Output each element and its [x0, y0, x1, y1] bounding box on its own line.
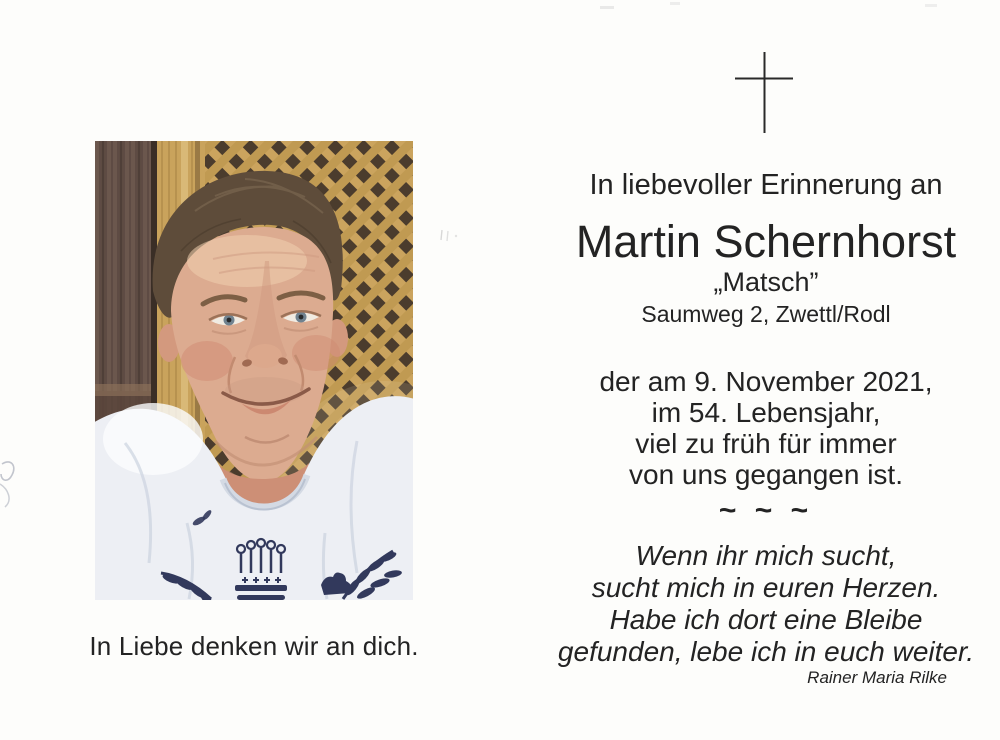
memorial-text-column	[550, 0, 982, 740]
poem-line: gefunden, lebe ich in euch weiter.	[557, 636, 975, 667]
obituary-line: von uns gegangen ist.	[629, 459, 903, 490]
obituary-line: im 54. Lebensjahr,	[651, 397, 881, 428]
scan-artifact-pen-mark	[0, 448, 26, 512]
portrait-illustration	[95, 141, 413, 600]
cross-icon	[733, 50, 797, 138]
poem-line: sucht mich in euren Herzen.	[591, 572, 941, 603]
deceased-nickname: „Matsch”	[713, 267, 819, 297]
obituary-line: viel zu früh für immer	[635, 428, 897, 459]
poem-line: Habe ich dort eine Bleibe	[609, 604, 923, 635]
poem-line: Wenn ihr mich sucht,	[635, 540, 897, 571]
memorial-poem	[550, 540, 982, 668]
portrait-photo	[95, 141, 413, 600]
deceased-name: Martin Schernhorst	[575, 216, 957, 267]
obituary-text	[550, 366, 982, 490]
photo-caption: In Liebe denken wir an dich.	[89, 631, 419, 661]
tilde-separator: ~ ~ ~	[718, 494, 814, 527]
poem-author: Rainer Maria Rilke	[807, 668, 947, 687]
memorial-intro: In liebevoller Erinnerung an	[589, 169, 943, 201]
deceased-address: Saumweg 2, Zwettl/Rodl	[641, 301, 891, 327]
scan-artifact-specks	[436, 226, 466, 256]
obituary-line: der am 9. November 2021,	[599, 366, 933, 397]
